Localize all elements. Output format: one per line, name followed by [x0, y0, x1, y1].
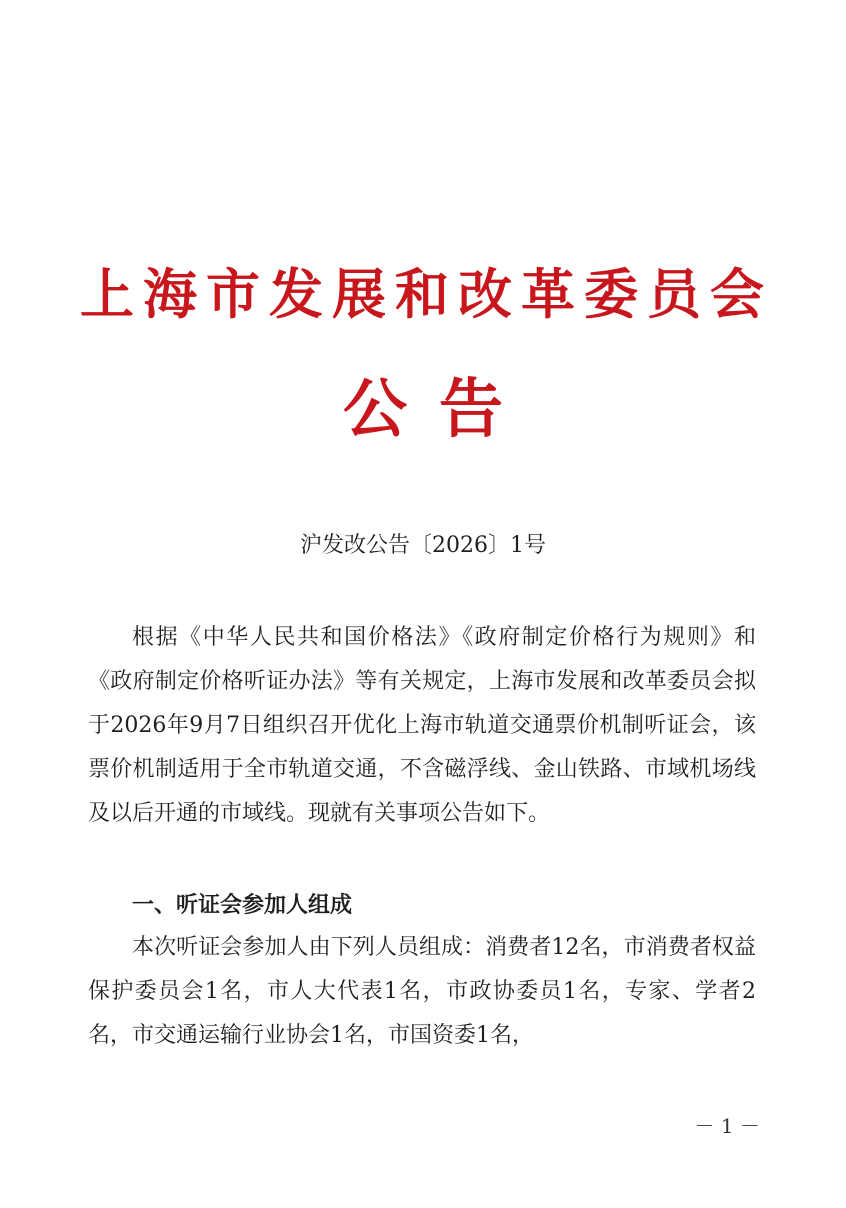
page-number: － 1 －	[694, 1114, 760, 1138]
intro-paragraph: 根据《中华人民共和国价格法》《政府制定价格行为规则》和《政府制定价格听证办法》等有关规定，上海市发展和改革委员会拟于2026年9月7日组织召开优化上海市轨道交通票价机制听证会，该票价机制适用于全市轨道交通，不含磁浮线、金山铁路、市域机场线及以后开通的市域线。现就有关事项公告如下。	[88, 625, 756, 826]
section-paragraph: 本次听证会参加人由下列人员组成：消费者12名，市消费者权益保护委员会1名，市人大代表1名，市政协委员1名，专家、学者2名，市交通运输行业协会1名，市国资委1名，	[88, 935, 756, 1048]
document-number: 沪发改公告〔2026〕1号	[300, 533, 546, 558]
section-heading: 一、听证会参加人组成	[132, 893, 353, 918]
document-type-title: 公告	[343, 372, 535, 447]
issuing-organization-title: 上海市发展和改革委员会	[80, 262, 773, 326]
